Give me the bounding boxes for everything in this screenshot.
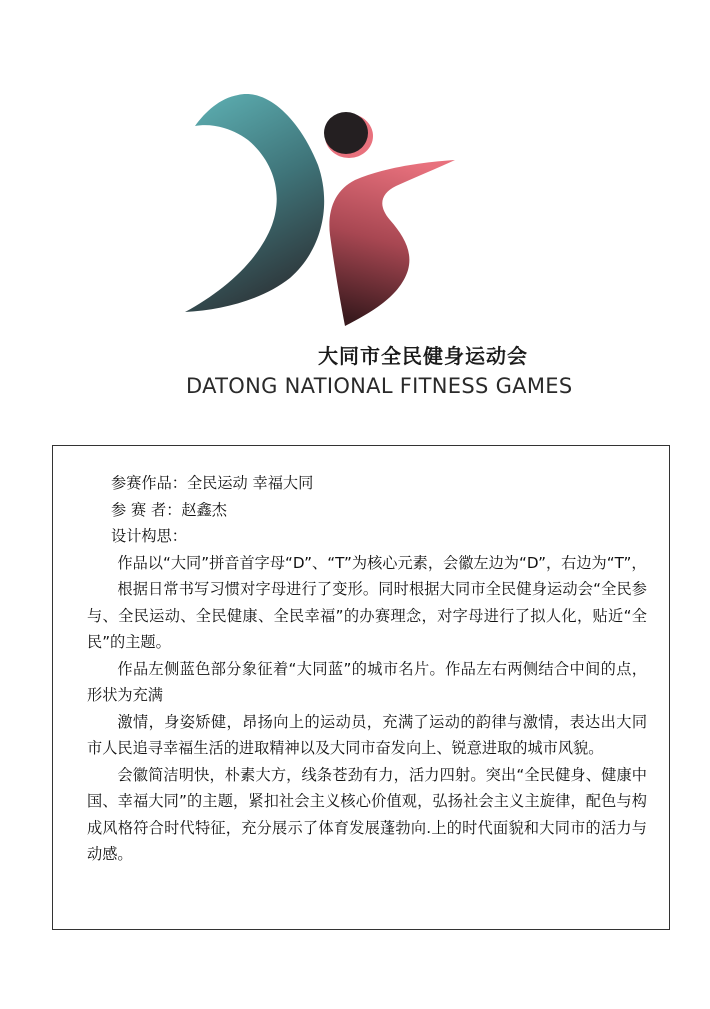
logo-d-stroke <box>185 94 324 312</box>
entry-value: 全民运动 幸福大同 <box>186 474 314 492</box>
entry-label: 参赛作品： <box>111 474 187 492</box>
concept-paragraph: 作品左侧蓝色部分象征着“大同蓝”的城市名片。作品左右两侧结合中间的点，形状为充满 <box>87 659 647 704</box>
design-description-box <box>52 445 670 930</box>
logo-t-stroke <box>329 160 455 326</box>
event-title-english: DATONG NATIONAL FITNESS GAMES <box>186 374 573 398</box>
author-line <box>87 497 647 524</box>
concept-paragraph: 激情，身姿矫健，昂扬向上的运动员，充满了运动的韵律与激情，表达出大同市人民追寻幸福生活的进取精神以及大同市奋发向上、锐意进取的城市风貌。 <box>87 712 647 757</box>
author-value: 赵鑫杰 <box>181 500 227 519</box>
event-title-chinese: 大同市全民健身运动会 <box>318 344 528 368</box>
entry-line <box>87 470 647 497</box>
concept-paragraph: 作品以“大同”拼音首字母“D”、“T”为核心元素，会徽左边为“D”，右边为“T”， <box>117 553 647 572</box>
logo-head-dot <box>324 112 368 154</box>
logo-emblem <box>170 80 470 340</box>
concept-paragraph: 根据日常书写习惯对字母进行了变形。同时根据大同市全民健身运动会“全民参与、全民运动、全民健康、全民幸福”的办赛理念，对字母进行了拟人化，贴近“全民”的主题。 <box>87 580 647 651</box>
author-label: 参 赛 者： <box>111 500 182 519</box>
concept-label: 设计构思： <box>111 527 187 545</box>
concept-paragraph: 会徽简洁明快，朴素大方，线条苍劲有力，活力四射。突出“全民健身、健康中国、幸福大同”的主题，紧扣社会主义核心价值观，弘扬社会主义主旋律，配色与构成风格符合时代特征，充分展示了体育发展蓬勃向.上的时代面貌和大同市的活力与动感。 <box>87 765 647 863</box>
